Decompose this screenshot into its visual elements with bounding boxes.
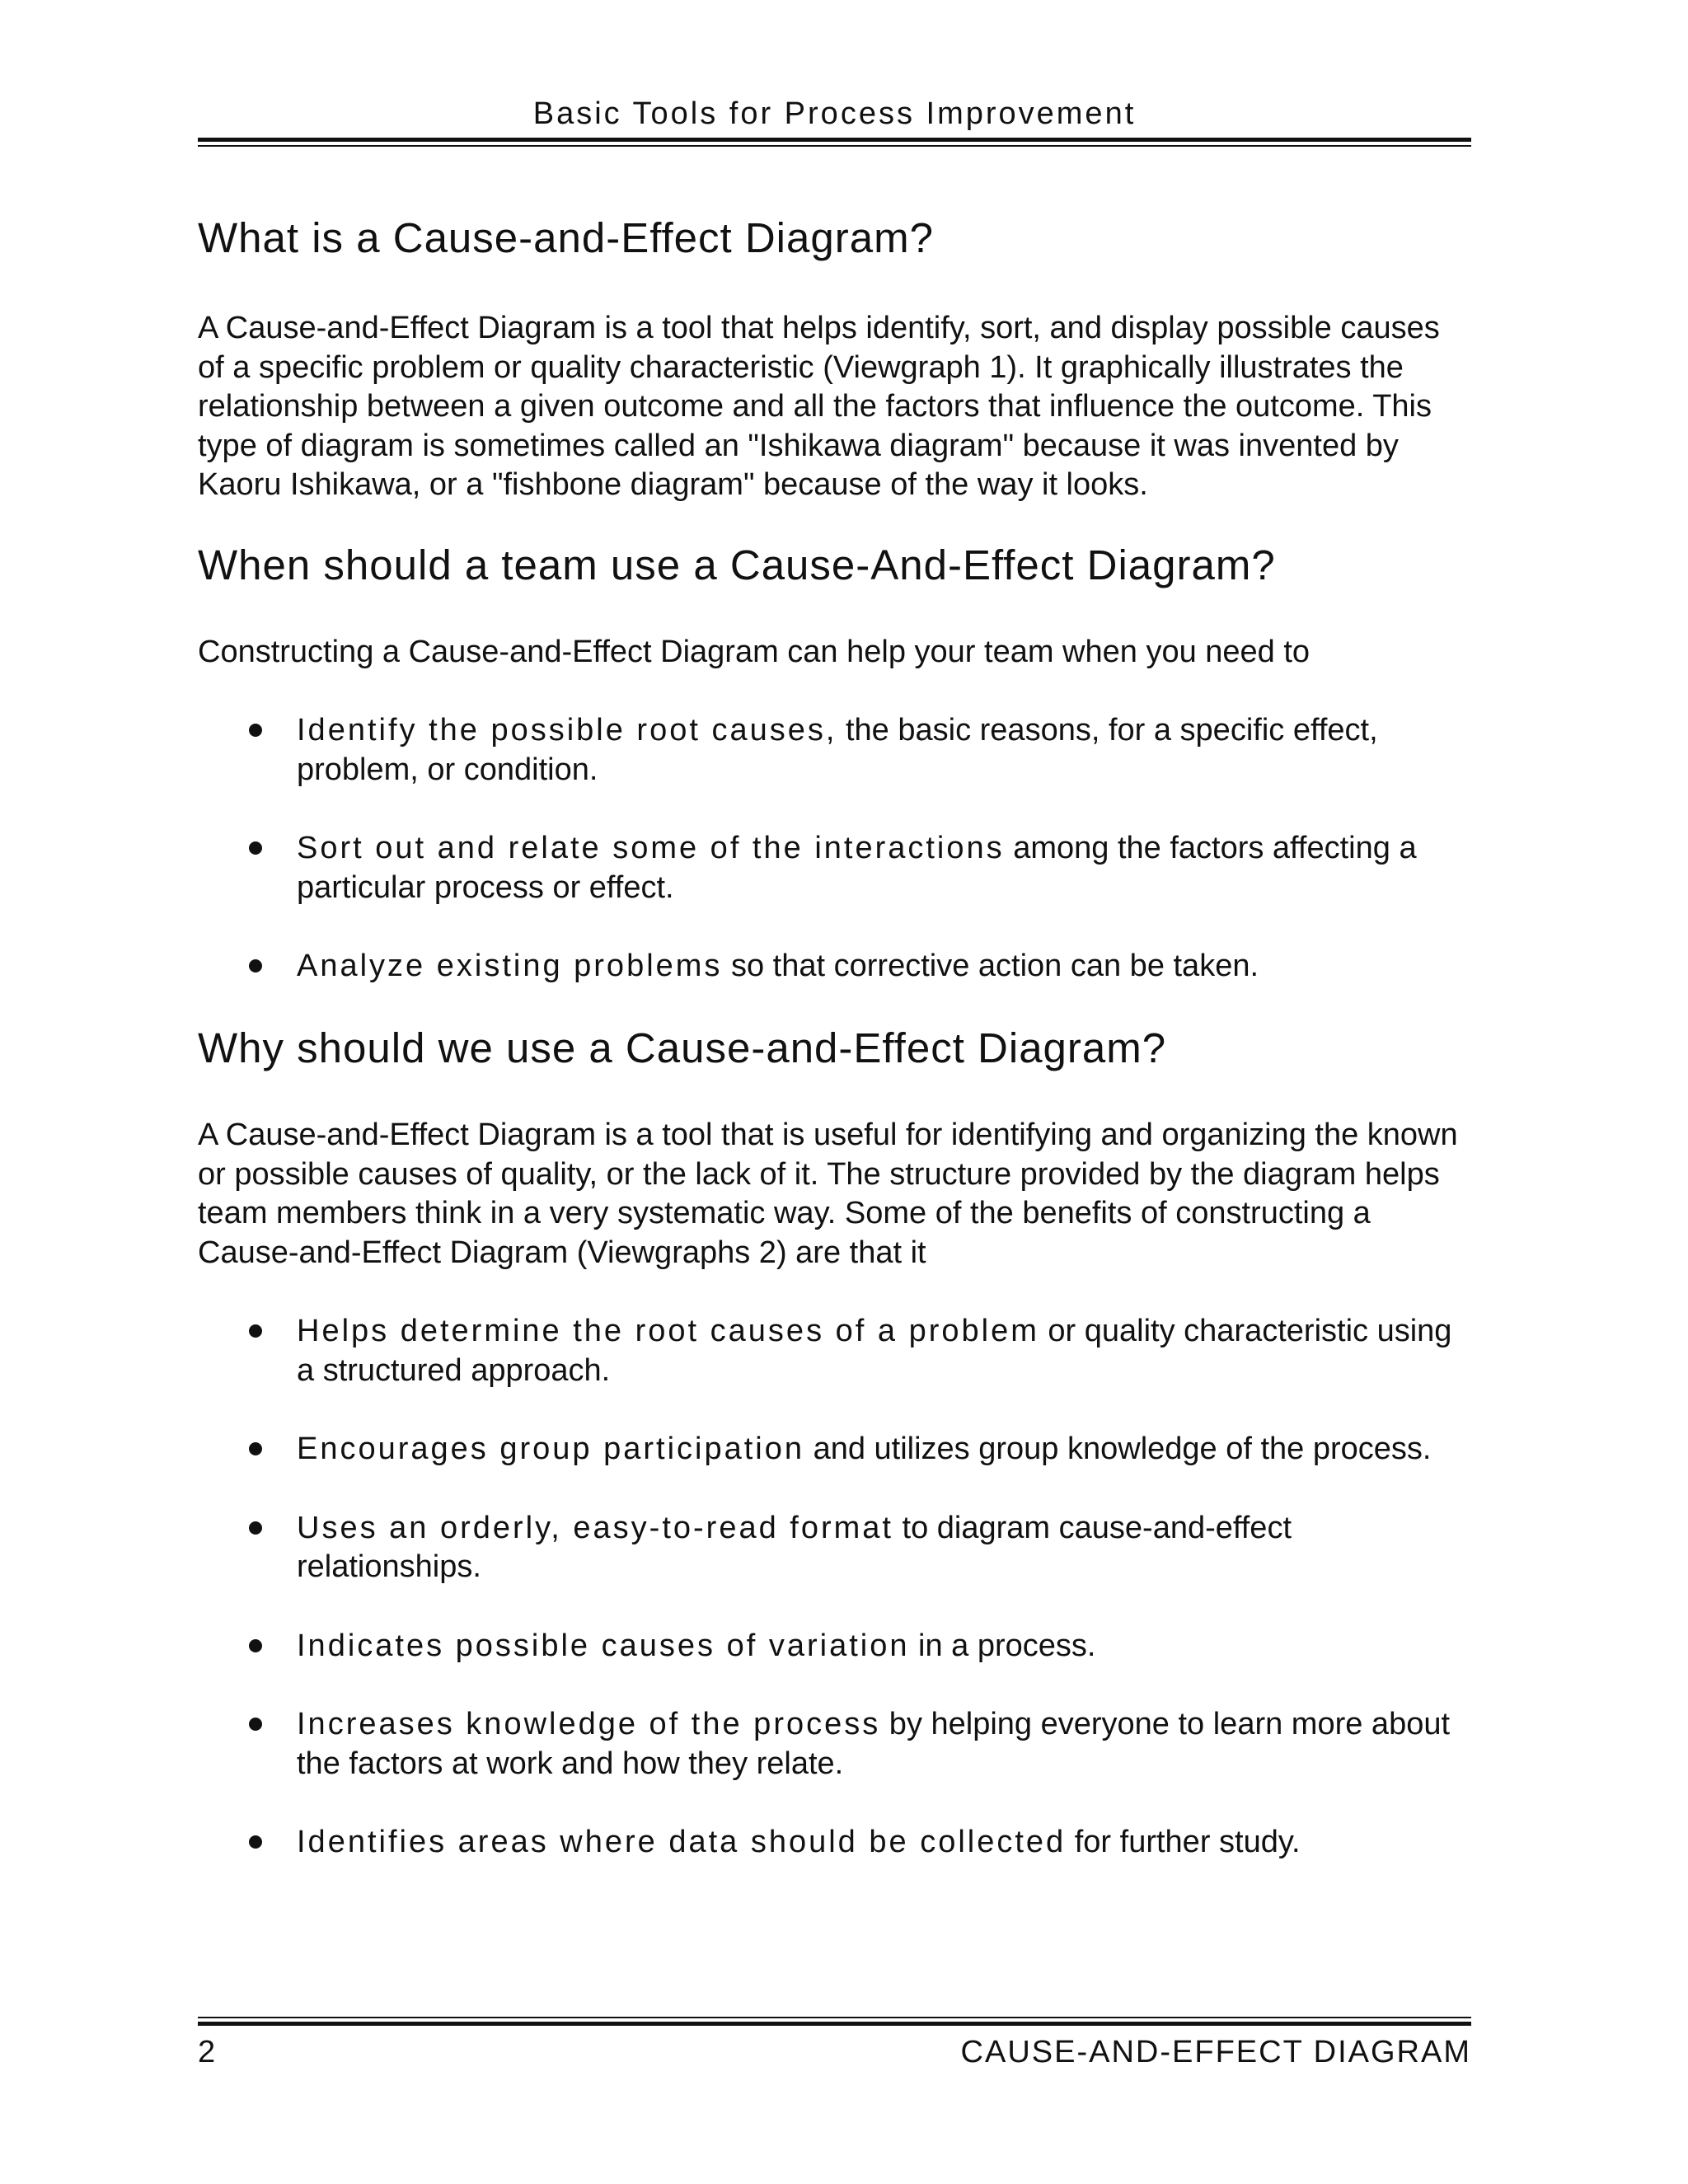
footer-title: CAUSE-AND-EFFECT DIAGRAM xyxy=(960,2035,1471,2069)
header-rule-thin xyxy=(198,145,1471,147)
bullet-icon xyxy=(249,724,262,737)
list-item-text: and utilizes group knowledge of the process. xyxy=(804,1432,1432,1467)
list-item-lead: Helps determine the root causes of a problem xyxy=(297,1314,1039,1349)
section-paragraph: A Cause-and-Effect Diagram is a tool that is useful for identifying and organizing the known or possible causes of quality, or the lack of it. The structure provided by the diagram helps team members think in a very systematic way. Some of the benefits of constructing a Cause-and-Effect Diagram (Viewgraphs 2) are that it xyxy=(198,1118,1458,1270)
footer-rule-thin xyxy=(198,2017,1471,2018)
section-paragraph: A Cause-and-Effect Diagram is a tool that helps identify, sort, and display possible causes of a specific problem or quality characteristic (Viewgraph 1). It graphically illustrates the relationship between a given outcome and all the factors that influence the outcome. This type of diagram is sometimes called an "Ishikawa diagram" because it was invented by Kaoru Ishikawa, or a "fishbone diagram" because of the way it looks. xyxy=(198,311,1440,503)
list-item xyxy=(198,829,1471,907)
list-item-text: the basic reasons, for a specific effect, problem, or condition. xyxy=(297,713,1378,787)
bullet-icon xyxy=(249,1639,262,1652)
page-number: 2 xyxy=(198,2035,218,2069)
list-item-lead: Uses an orderly, easy-to-read format xyxy=(297,1510,893,1545)
list-item-text: in a process. xyxy=(909,1628,1096,1663)
list-item xyxy=(198,947,1471,987)
list-item xyxy=(198,1823,1471,1863)
bullet-icon xyxy=(249,841,262,855)
list-item-lead: Indicates possible causes of variation xyxy=(297,1628,910,1663)
section-heading: Why should we use a Cause-and-Effect Diagram? xyxy=(198,1024,1167,1071)
bullet-icon xyxy=(249,1324,262,1338)
list-item-text: for further study. xyxy=(1066,1825,1301,1860)
list-item-lead: Increases knowledge of the process xyxy=(297,1707,881,1742)
running-footer xyxy=(198,2035,1471,2070)
bullet-icon xyxy=(249,1521,262,1535)
list-item-text: among the factors affecting a particular process or effect. xyxy=(297,831,1417,905)
list-item xyxy=(198,1430,1471,1469)
list-item-lead: Encourages group participation xyxy=(297,1432,805,1467)
list-item-lead: Identifies areas where data should be collected xyxy=(297,1825,1067,1860)
bullet-icon xyxy=(249,1835,262,1849)
list-item-lead: Analyze existing problems xyxy=(297,949,723,984)
list-item-text: to diagram cause-and-effect relationships. xyxy=(297,1510,1292,1585)
list-item xyxy=(198,1509,1471,1587)
list-item-text: so that corrective action can be taken. xyxy=(722,949,1259,984)
bullet-icon xyxy=(249,959,262,972)
footer-rule xyxy=(198,2022,1471,2026)
list-item xyxy=(198,1312,1471,1390)
bullet-list xyxy=(198,711,1471,987)
running-header: Basic Tools for Process Improvement xyxy=(532,96,1137,131)
list-item-lead: Identify the possible root causes, xyxy=(297,713,837,748)
document-body xyxy=(198,213,1471,1863)
list-item xyxy=(198,1627,1471,1666)
section-paragraph: Constructing a Cause-and-Effect Diagram can help your team when you need to xyxy=(198,634,1311,669)
bullet-list xyxy=(198,1312,1471,1863)
list-item-text: or quality characteristic using a structured approach. xyxy=(297,1314,1452,1388)
list-item-text: by helping everyone to learn more about the factors at work and how they relate. xyxy=(297,1707,1451,1781)
list-item-lead: Sort out and relate some of the interactions xyxy=(297,831,1005,866)
section-heading: When should a team use a Cause-And-Effect Diagram? xyxy=(198,541,1276,588)
list-item xyxy=(198,711,1471,790)
header-rule xyxy=(198,138,1471,142)
bullet-icon xyxy=(249,1718,262,1731)
bullet-icon xyxy=(249,1442,262,1455)
section-heading: What is a Cause-and-Effect Diagram? xyxy=(198,214,934,261)
list-item xyxy=(198,1705,1471,1783)
